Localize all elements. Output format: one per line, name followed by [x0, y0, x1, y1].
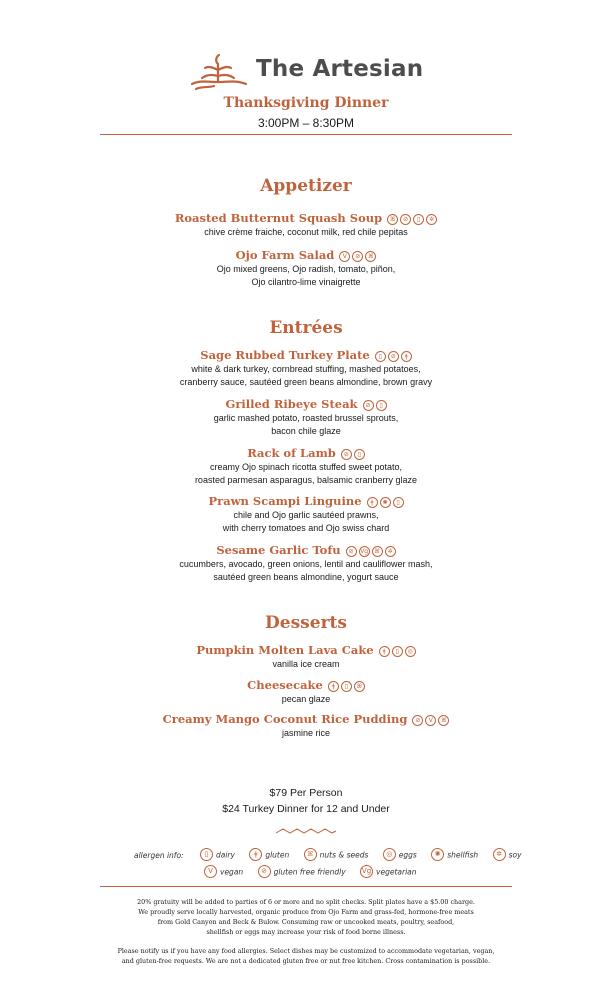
dish-description: sautéed green beans almondine, yogurt sauce	[213, 572, 399, 582]
dish-description: vanilla ice cream	[272, 659, 340, 669]
gluten-free-friendly-icon: ⊘	[388, 351, 399, 362]
allergen-icons	[385, 212, 437, 226]
dish-name: Ojo Farm Salad	[235, 248, 335, 262]
shellfish-icon: ✺	[380, 497, 391, 508]
legend-label: allergen info:	[134, 850, 184, 860]
allergen-icons	[344, 544, 396, 558]
footer-line: Please notify us if you have any food allergies. Select dishes may be customized to accommodate vegetarian, vegan,	[117, 947, 495, 955]
pricing	[0, 785, 612, 817]
dish-description: roasted parmesan asparagus, balsamic cranberry glaze	[194, 475, 418, 485]
allergen-icons	[373, 349, 412, 363]
nuts-seeds-icon: ꕤ	[365, 251, 376, 262]
vegan-icon: V	[425, 715, 436, 726]
dish-description: cucumbers, avocado, green onions, lentil and cauliflower mash,	[179, 559, 433, 569]
tree-water-logo-icon	[188, 52, 250, 94]
nuts-seeds-icon: ꕤ	[372, 546, 383, 557]
footer-allergy-note	[0, 946, 612, 966]
legend-nuts-seeds: ꕤ nuts & seeds	[302, 849, 369, 862]
divider-bottom	[100, 886, 512, 887]
logo-name: The Artesian	[256, 56, 424, 82]
allergen-legend-row1	[134, 849, 532, 862]
nuts-seeds-icon: ꕤ	[304, 848, 317, 861]
allergen-icons	[365, 495, 404, 509]
vegetarian-icon: Vg	[360, 865, 373, 878]
gluten-icon: ǂ	[401, 351, 412, 362]
dish-cheesecake	[0, 678, 612, 706]
dairy-icon: ▯	[376, 400, 387, 411]
dish-name: Creamy Mango Coconut Rice Pudding	[162, 712, 408, 726]
legend-eggs: ◎ eggs	[381, 849, 417, 862]
event-title: Thanksgiving Dinner	[223, 95, 389, 111]
section-title-entrees: Entrées	[269, 318, 343, 338]
footer-policy	[0, 897, 612, 937]
dairy-icon: ▯	[354, 449, 365, 460]
vegan-icon: V	[339, 251, 350, 262]
nuts-seeds-icon: ꕤ	[387, 214, 398, 225]
dish-description: garlic mashed potato, roasted brussel sprouts,	[213, 413, 399, 423]
dairy-icon: ▯	[200, 848, 213, 861]
dish-name: Roasted Butternut Squash Soup	[174, 211, 383, 225]
soy-icon: ✲	[385, 546, 396, 557]
soy-icon: ✲	[493, 848, 506, 861]
legend-vegan: V vegan	[202, 866, 243, 879]
divider-top	[100, 134, 512, 135]
dish-name: Cheesecake	[247, 678, 323, 692]
dish-description: chile and Ojo garlic sautéed prawns,	[233, 510, 379, 520]
dish-description: white & dark turkey, cornbread stuffing, mashed potatoes,	[191, 364, 421, 374]
legend-gluten-free-friendly: ⊘ gluten free friendly	[256, 866, 346, 879]
dish-ribeye-steak	[0, 397, 612, 438]
gluten-free-friendly-icon: ⊘	[341, 449, 352, 460]
legend-gluten: ǂ gluten	[247, 849, 289, 862]
dish-description: creamy Ojo spinach ricotta stuffed sweet potato,	[210, 462, 402, 472]
dish-description: chive crème fraiche, coconut milk, red chile pepitas	[204, 227, 408, 237]
gluten-free-friendly-icon: ⊘	[258, 865, 271, 878]
eggs-icon: ◎	[383, 848, 396, 861]
dish-prawn-scampi	[0, 494, 612, 535]
dairy-icon: ▯	[393, 497, 404, 508]
allergen-icons	[337, 249, 376, 263]
soy-icon: ✲	[426, 214, 437, 225]
dairy-icon: ▯	[375, 351, 386, 362]
dish-description: Ojo mixed greens, Ojo radish, tomato, piñon,	[216, 264, 396, 274]
dish-name: Rack of Lamb	[247, 446, 336, 460]
vegan-icon: V	[204, 865, 217, 878]
legend-soy: ✲ soy	[491, 849, 522, 862]
dairy-icon: ▯	[341, 681, 352, 692]
legend-dairy: ▯ dairy	[198, 849, 235, 862]
dairy-icon: ▯	[413, 214, 424, 225]
gluten-free-friendly-icon: ⊘	[400, 214, 411, 225]
gluten-free-friendly-icon: ⊘	[363, 400, 374, 411]
vegetarian-icon: Vg	[360, 547, 369, 555]
dish-name: Pumpkin Molten Lava Cake	[196, 643, 374, 657]
dish-turkey-plate	[0, 348, 612, 389]
dairy-icon: ▯	[392, 646, 403, 657]
gluten-free-friendly-icon: ⊘	[412, 715, 423, 726]
dish-rice-pudding	[0, 712, 612, 740]
dish-description: bacon chile glaze	[271, 426, 341, 436]
gluten-icon: ǂ	[367, 497, 378, 508]
dish-butternut-soup	[0, 211, 612, 239]
dish-description: jasmine rice	[281, 728, 330, 738]
dish-name: Sage Rubbed Turkey Plate	[200, 348, 370, 362]
footer-line: from Gold Canyon and Beck & Bulow. Consuming raw or uncooked meats, poultry, seafood,	[157, 918, 455, 926]
dish-name: Sesame Garlic Tofu	[216, 543, 341, 557]
gluten-icon: ǂ	[249, 848, 262, 861]
dish-name: Grilled Ribeye Steak	[225, 397, 358, 411]
footer-line: shellfish or eggs may increase your risk of food borne illness.	[206, 928, 406, 936]
footer-line: We proudly serve locally harvested, organic produce from Ojo Farm and grass-fed, hormone-free meats	[138, 908, 474, 916]
price-adult: $79 Per Person	[269, 787, 343, 799]
zigzag-ornament	[275, 827, 337, 835]
allergen-icons	[326, 679, 365, 693]
dish-description: Ojo cilantro-lime vinaigrette	[251, 277, 361, 287]
legend-vegetarian: Vg vegetarian	[361, 867, 417, 877]
legend-shellfish: ✺ shellfish	[429, 849, 478, 862]
dish-description: pecan glaze	[281, 694, 331, 704]
nuts-seeds-icon: ꕤ	[354, 681, 365, 692]
logo	[188, 52, 438, 94]
footer-line: 20% gratuity will be added to parties of 6 or more and no split checks. Split plates have a $5.00 charge.	[137, 898, 475, 906]
price-child: $24 Turkey Dinner for 12 and Under	[222, 803, 390, 815]
gluten-icon: ǂ	[328, 681, 339, 692]
allergen-icons	[377, 644, 416, 658]
section-title-desserts: Desserts	[265, 613, 347, 633]
dish-farm-salad	[0, 248, 612, 289]
dish-sesame-tofu	[0, 543, 612, 584]
shellfish-icon: ✺	[431, 848, 444, 861]
gluten-icon: ǂ	[379, 646, 390, 657]
gluten-free-friendly-icon: ⊘	[346, 546, 357, 557]
nuts-seeds-icon: ꕤ	[438, 715, 449, 726]
dish-rack-of-lamb	[0, 446, 612, 487]
dish-description: with cherry tomatoes and Ojo swiss chard	[222, 523, 390, 533]
dish-name: Prawn Scampi Linguine	[208, 494, 362, 508]
allergen-icons	[410, 713, 449, 727]
section-title-appetizer: Appetizer	[260, 176, 352, 196]
gluten-free-friendly-icon: ⊘	[352, 251, 363, 262]
footer-line: and gluten-free requests. We are not a dedicated gluten free or nut free kitchen. Cross contamination is possible.	[121, 957, 491, 965]
dish-description: cranberry sauce, sautéed green beans almondine, brown gravy	[179, 377, 433, 387]
allergen-icons	[361, 398, 387, 412]
event-time: 3:00PM – 8:30PM	[257, 116, 355, 130]
eggs-icon: ◎	[405, 646, 416, 657]
dish-lava-cake	[0, 643, 612, 671]
allergen-icons	[339, 447, 365, 461]
allergen-legend-row2	[202, 866, 427, 879]
